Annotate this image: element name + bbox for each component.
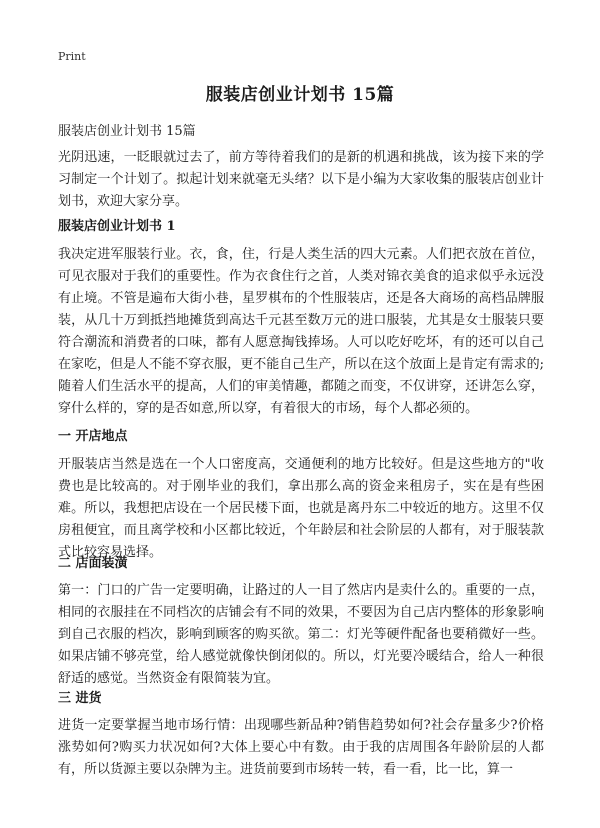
print-link[interactable]: Print — [58, 50, 86, 63]
section-heading-location: 一 开店地点 — [58, 429, 128, 444]
section-heading-plan-1: 服装店创业计划书 1 — [58, 219, 176, 234]
page-title: 服装店创业计划书 15篇 — [205, 85, 395, 105]
paragraph-purchasing: 进货一定要掌握当地市场行情：出现哪些新品种?销售趋势如何?社会存量多少?价格涨势如何?购买力状况如何?大体上要心中有数。由于我的店周围各年龄阶层的人都有，所以货源主要以杂牌为主。进货前要到市场转一转，看一看，比一比，算一 — [58, 718, 544, 777]
paragraph-location: 开服装店当然是选在一个人口密度高，交通便利的地方比较好。但是这些地方的"收费也是比较高的。对于刚毕业的我们，拿出那么高的资金来租房子，实在是有些困难。所以，我想把店设在一个居民楼下面，也就是离丹东二中较近的地方。这里不仅房租便宜，而且离学校和小区都比较近，个年龄层和社会阶层的人都有，对于服装款式比较容易选择。 — [58, 457, 544, 560]
intro-paragraph: 光阴迅速，一眨眼就过去了，前方等待着我们的是新的机遇和挑战，该为接下来的学习制定一个计划了。拟起计划来就毫无头绪？以下是小编为大家收集的服装店创业计划书，欢迎大家分享。 — [58, 150, 544, 209]
paragraph-decoration: 第一：门口的广告一定要明确，让路过的人一目了然店内是卖什么的。重要的一点，相同的衣服挂在不同档次的店铺会有不同的效果，不要因为自己店内整体的形象影响到自己衣服的档次，影响到顾客的购买欲。第二：灯光等硬件配备也要稍微好一些。如果店铺不够亮堂，给人感觉就像快倒闭似的。所以，灯光要冷暖结合，给人一种很舒适的感觉。当然资金有限简装为宜。 — [58, 583, 544, 686]
section-heading-purchasing: 三 进货 — [58, 691, 102, 706]
section-heading-decoration: 二 店面装潢 — [58, 556, 128, 571]
document-subtitle: 服装店创业计划书 15篇 — [58, 124, 196, 139]
paragraph-plan-1: 我决定进军服装行业。衣，食，住，行是人类生活的四大元素。人们把衣放在首位，可见衣服对于我们的重要性。作为衣食住行之首，人类对锦衣美食的追求似乎永远没有止境。不管是遍布大街小巷，星罗棋布的个性服装店，还是各大商场的高档品牌服装，从几十万到抵挡地摊货到高达千元甚至数万元的进口服装，尤其是女士服装只要符合潮流和消费者的口味，都有人愿意掏钱捧场。人可以吃好吃坏，有的还可以自己在家吃，但是人不能不穿衣服，更不能自己生产，所以在这个放面上是肯定有需求的;随着人们生活水平的提高，人们的审美情趣，都随之而变，不仅讲穿，还讲怎么穿，穿什么样的，穿的是否如意,所以穿，有着很大的市场，每个人都必须的。 — [58, 247, 544, 416]
